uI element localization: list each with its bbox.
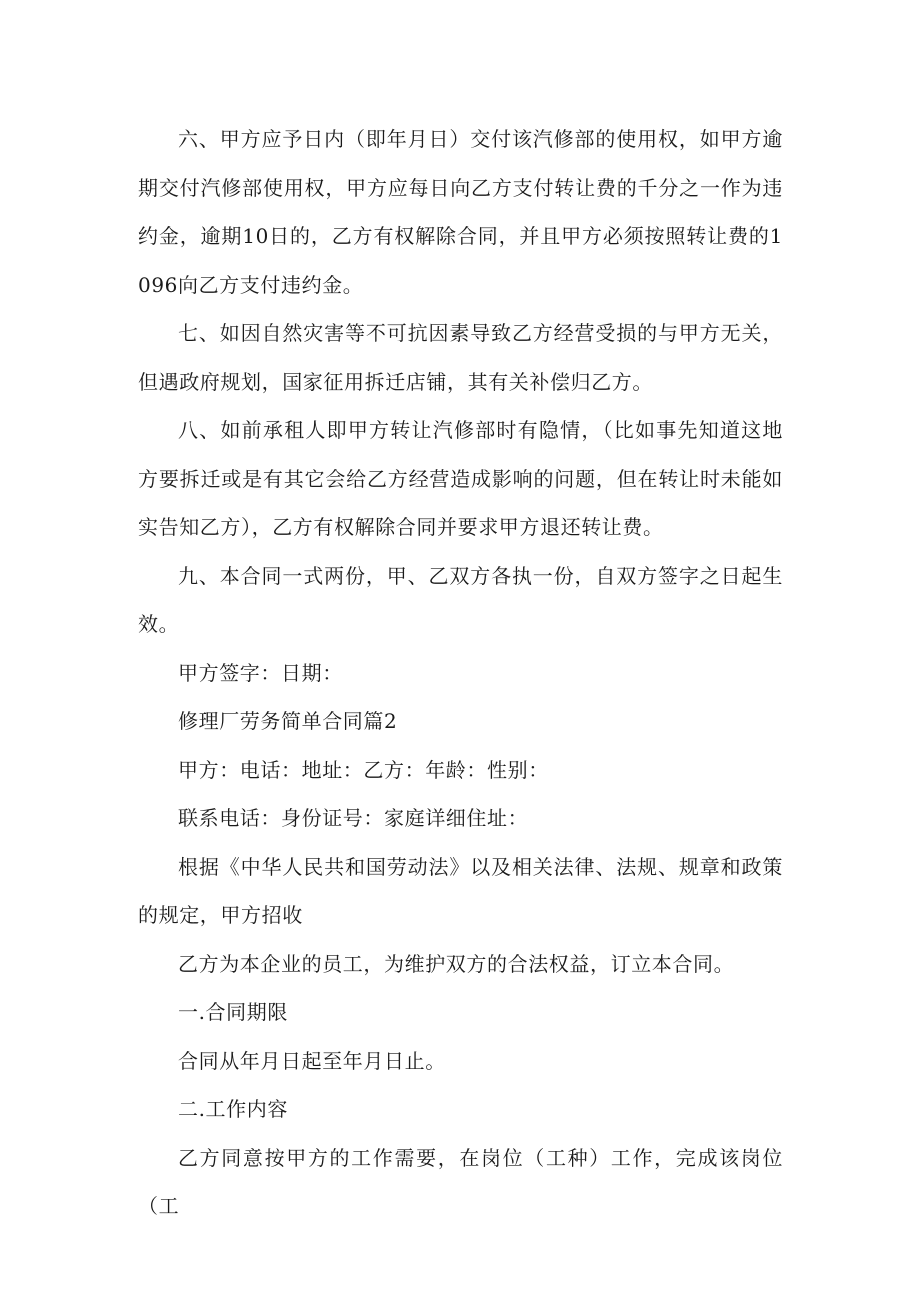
contract-term-text: 合同从年月日起至年月日止。: [178, 1048, 446, 1073]
purpose-paragraph: 乙方为本企业的员工，为维护双方的合法权益，订立本合同。: [178, 951, 735, 976]
legal-basis-paragraph: 根据《中华人民共和国劳动法》以及相关法律、法规、规章和政策的规定，甲方招收: [138, 854, 783, 927]
section-title: 修理厂劳务简单合同篇2: [178, 709, 398, 733]
paragraph-clause-8: 八、如前承租人即甲方转让汽修部时有隐情，（比如事先知道这地方要拆迁或是有其它会给乙方经营造成影响的问题，但在转让时未能如实告知乙方），乙方有权解除合同并要求甲方退还转让费。: [138, 418, 783, 539]
party-info-line: 甲方：电话：地址：乙方：年龄：性别：: [178, 757, 549, 782]
contact-info-line: 联系电话：身份证号：家庭详细住址：: [178, 806, 529, 830]
signature-line: 甲方签字：日期：: [178, 660, 343, 685]
paragraph-clause-7: 七、如因自然灾害等不可抗因素导致乙方经营受损的与甲方无关，但遇政府规划，国家征用拆迁店铺，其有关补偿归乙方。: [138, 321, 783, 394]
paragraph-clause-6: 六、甲方应予日内（即年月日）交付该汽修部的使用权，如甲方逾期交付汽修部使用权，甲方应每日向乙方支付转让费的千分之一作为违约金，逾期10日的，乙方有权解除合同，并且甲方必须按照转让费的1096向乙方支付违约金。: [138, 127, 783, 297]
heading-contract-term: 一.合同期限: [178, 1000, 288, 1024]
document-body: [138, 115, 783, 1231]
paragraph-clause-9: 九、本合同一式两份，甲、乙双方各执一份，自双方签字之日起生效。: [138, 563, 783, 636]
heading-work-content: 二.工作内容: [178, 1097, 288, 1121]
work-content-text: 乙方同意按甲方的工作需要，在岗位（工种）工作，完成该岗位（工: [138, 1145, 783, 1218]
